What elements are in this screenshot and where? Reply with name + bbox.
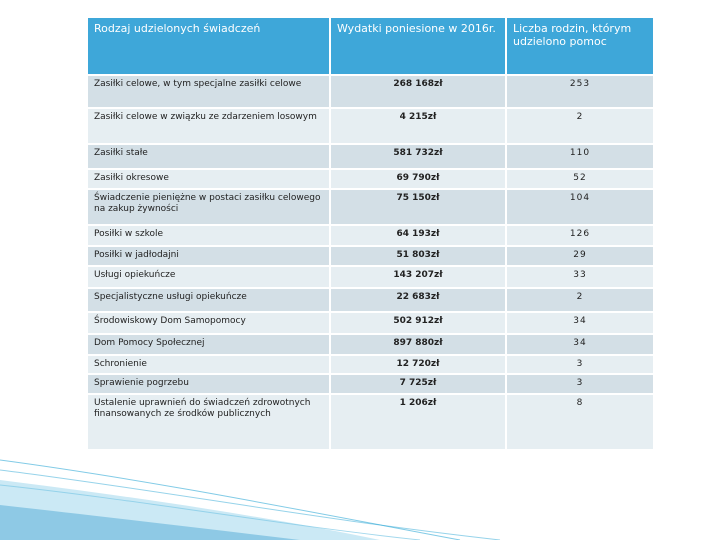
table-row bbox=[88, 76, 655, 109]
wave-shape-1 bbox=[0, 480, 380, 540]
table-row bbox=[88, 267, 655, 289]
cell-families: 34 bbox=[507, 313, 655, 335]
table-row bbox=[88, 395, 655, 451]
wave-shape-2 bbox=[0, 505, 300, 540]
table-row bbox=[88, 190, 655, 226]
cell-expenses: 7 725zł bbox=[331, 375, 507, 395]
cell-families: 2 bbox=[507, 289, 655, 313]
cell-families: 33 bbox=[507, 267, 655, 289]
cell-benefit-type: Posiłki w jadłodajni bbox=[88, 247, 331, 267]
wave-line-3 bbox=[0, 485, 420, 540]
cell-expenses: 64 193zł bbox=[331, 226, 507, 247]
cell-benefit-type: Dom Pomocy Społecznej bbox=[88, 335, 331, 356]
cell-benefit-type: Usługi opiekuńcze bbox=[88, 267, 331, 289]
table-row bbox=[88, 109, 655, 145]
wave-line-1 bbox=[0, 460, 460, 540]
cell-expenses: 1 206zł bbox=[331, 395, 507, 451]
table-row bbox=[88, 170, 655, 190]
cell-expenses: 22 683zł bbox=[331, 289, 507, 313]
cell-families: 110 bbox=[507, 145, 655, 170]
table-row bbox=[88, 356, 655, 375]
table-row bbox=[88, 375, 655, 395]
cell-families: 52 bbox=[507, 170, 655, 190]
cell-benefit-type: Zasiłki celowe w związku ze zdarzeniem losowym bbox=[88, 109, 331, 145]
cell-benefit-type: Posiłki w szkole bbox=[88, 226, 331, 247]
cell-benefit-type: Zasiłki celowe, w tym specjalne zasiłki celowe bbox=[88, 76, 331, 109]
header-families: Liczba rodzin, którym udzielono pomoc bbox=[507, 18, 655, 76]
cell-expenses: 143 207zł bbox=[331, 267, 507, 289]
table-row bbox=[88, 247, 655, 267]
cell-expenses: 268 168zł bbox=[331, 76, 507, 109]
table-row bbox=[88, 313, 655, 335]
table-row bbox=[88, 335, 655, 356]
cell-families: 3 bbox=[507, 375, 655, 395]
cell-benefit-type: Zasiłki stałe bbox=[88, 145, 331, 170]
cell-families: 253 bbox=[507, 76, 655, 109]
cell-expenses: 897 880zł bbox=[331, 335, 507, 356]
header-benefit-type: Rodzaj udzielonych świadczeń bbox=[88, 18, 331, 76]
cell-expenses: 4 215zł bbox=[331, 109, 507, 145]
header-expenses: Wydatki poniesione w 2016r. bbox=[331, 18, 507, 76]
cell-benefit-type: Zasiłki okresowe bbox=[88, 170, 331, 190]
table-row bbox=[88, 145, 655, 170]
cell-families: 2 bbox=[507, 109, 655, 145]
cell-families: 29 bbox=[507, 247, 655, 267]
cell-families: 8 bbox=[507, 395, 655, 451]
cell-expenses: 75 150zł bbox=[331, 190, 507, 226]
cell-benefit-type: Środowiskowy Dom Samopomocy bbox=[88, 313, 331, 335]
cell-benefit-type: Schronienie bbox=[88, 356, 331, 375]
table-row bbox=[88, 226, 655, 247]
cell-families: 104 bbox=[507, 190, 655, 226]
cell-families: 126 bbox=[507, 226, 655, 247]
wave-line-2 bbox=[0, 470, 500, 540]
cell-benefit-type: Świadczenie pieniężne w postaci zasiłku celowego na zakup żywności bbox=[88, 190, 331, 226]
table-row bbox=[88, 289, 655, 313]
cell-benefit-type: Specjalistyczne usługi opiekuńcze bbox=[88, 289, 331, 313]
cell-benefit-type: Sprawienie pogrzebu bbox=[88, 375, 331, 395]
cell-expenses: 51 803zł bbox=[331, 247, 507, 267]
cell-expenses: 12 720zł bbox=[331, 356, 507, 375]
cell-expenses: 502 912zł bbox=[331, 313, 507, 335]
cell-families: 3 bbox=[507, 356, 655, 375]
table-header-row bbox=[88, 18, 655, 76]
benefits-table bbox=[88, 18, 655, 451]
cell-families: 34 bbox=[507, 335, 655, 356]
cell-benefit-type: Ustalenie uprawnień do świadczeń zdrowotnych finansowanych ze środków publicznych bbox=[88, 395, 331, 451]
cell-expenses: 581 732zł bbox=[331, 145, 507, 170]
cell-expenses: 69 790zł bbox=[331, 170, 507, 190]
